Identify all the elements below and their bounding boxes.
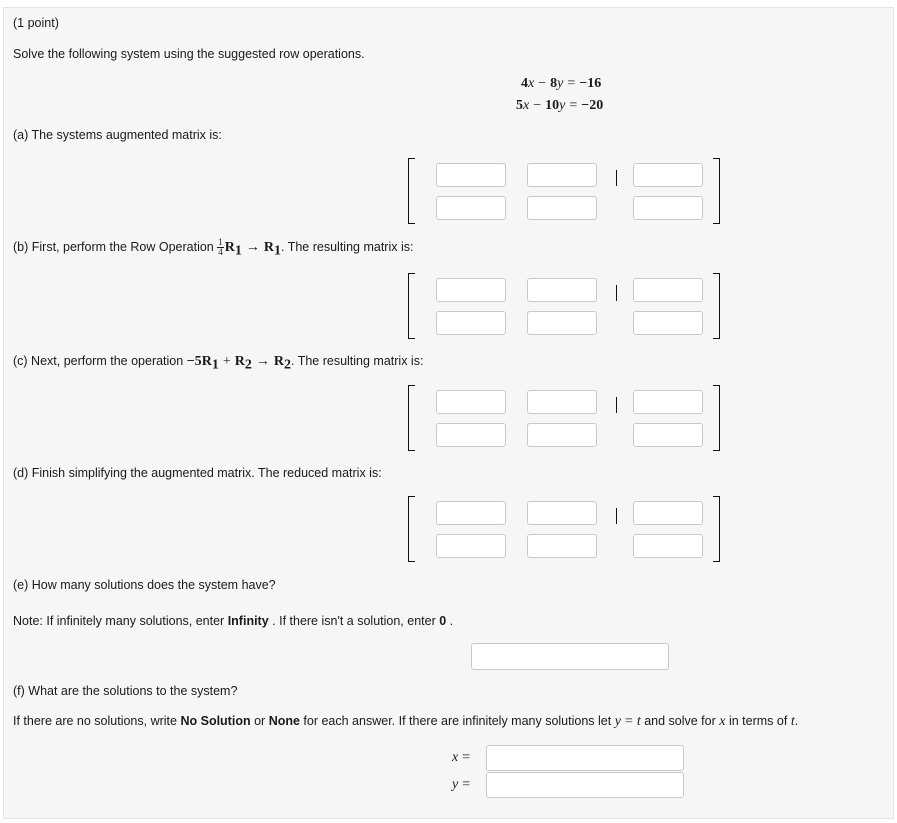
fraction: $\frac{1}{4}$ xyxy=(218,237,223,257)
matrix-a-r2-c3[interactable] xyxy=(633,196,703,220)
part-f-label: (f) What are the solutions to the system? xyxy=(13,684,238,698)
right-bracket xyxy=(713,496,720,562)
matrix-c-r2-c1[interactable] xyxy=(436,423,506,447)
equation-2: 5x − 10y = −20 xyxy=(516,98,604,113)
augment-bar xyxy=(616,170,617,186)
matrix-b-r1-c2[interactable] xyxy=(527,278,597,302)
part-f-hint: If there are no solutions, write No Solution or None for each answer. If there are infinitely many solutions let y = t and solve for x in terms of t. xyxy=(13,714,799,729)
solution-count-input[interactable] xyxy=(471,643,669,670)
matrix-c xyxy=(404,385,724,451)
matrix-d-r2-c2[interactable] xyxy=(527,534,597,558)
part-a-label: (a) The systems augmented matrix is: xyxy=(13,128,222,142)
augment-bar xyxy=(616,285,617,301)
matrix-d-r2-c1[interactable] xyxy=(436,534,506,558)
part-e-label: (e) How many solutions does the system have? xyxy=(13,578,276,592)
matrix-c-r2-c2[interactable] xyxy=(527,423,597,447)
matrix-d-r1-c1[interactable] xyxy=(436,501,506,525)
left-bracket xyxy=(408,158,415,224)
matrix-a-r1-c2[interactable] xyxy=(527,163,597,187)
x-answer-label: x = xyxy=(452,750,471,765)
y-answer-label: y = xyxy=(452,777,471,792)
matrix-d-r1-c3[interactable] xyxy=(633,501,703,525)
part-e-note: Note: If infinitely many solutions, enter Infinity . If there isn't a solution, enter 0 . xyxy=(13,614,454,628)
part-d-label: (d) Finish simplifying the augmented matrix. The reduced matrix is: xyxy=(13,466,382,480)
matrix-b-r1-c3[interactable] xyxy=(633,278,703,302)
matrix-a-r2-c2[interactable] xyxy=(527,196,597,220)
matrix-d-r2-c3[interactable] xyxy=(633,534,703,558)
right-bracket xyxy=(713,158,720,224)
left-bracket xyxy=(408,385,415,451)
equation-1: 4x − 8y = −16 xyxy=(521,76,602,91)
right-bracket xyxy=(713,385,720,451)
matrix-b-r2-c1[interactable] xyxy=(436,311,506,335)
points-label: (1 point) xyxy=(13,16,59,30)
matrix-a xyxy=(404,158,724,224)
matrix-c-r1-c2[interactable] xyxy=(527,390,597,414)
matrix-c-r2-c3[interactable] xyxy=(633,423,703,447)
right-bracket xyxy=(713,273,720,339)
left-bracket xyxy=(408,496,415,562)
augment-bar xyxy=(616,508,617,524)
matrix-c-r1-c3[interactable] xyxy=(633,390,703,414)
matrix-a-r1-c1[interactable] xyxy=(436,163,506,187)
part-b-label: (b) First, perform the Row Operation $\frac{1}{4}$ $R_1 \to R_1$. The resulting matrix is: xyxy=(13,237,414,259)
matrix-b-r2-c3[interactable] xyxy=(633,311,703,335)
matrix-c-r1-c1[interactable] xyxy=(436,390,506,414)
matrix-a-r1-c3[interactable] xyxy=(633,163,703,187)
matrix-d xyxy=(404,496,724,562)
matrix-a-r2-c1[interactable] xyxy=(436,196,506,220)
matrix-d-r1-c2[interactable] xyxy=(527,501,597,525)
augment-bar xyxy=(616,397,617,413)
x-answer-input[interactable] xyxy=(486,745,684,771)
matrix-b xyxy=(404,273,724,339)
matrix-b-r1-c1[interactable] xyxy=(436,278,506,302)
part-c-label: (c) Next, perform the operation $-5R_1 + R_2 \to R_2$. The resulting matrix is: xyxy=(13,354,424,373)
y-answer-input[interactable] xyxy=(486,772,684,798)
instruction-text: Solve the following system using the suggested row operations. xyxy=(13,47,365,61)
matrix-b-r2-c2[interactable] xyxy=(527,311,597,335)
left-bracket xyxy=(408,273,415,339)
